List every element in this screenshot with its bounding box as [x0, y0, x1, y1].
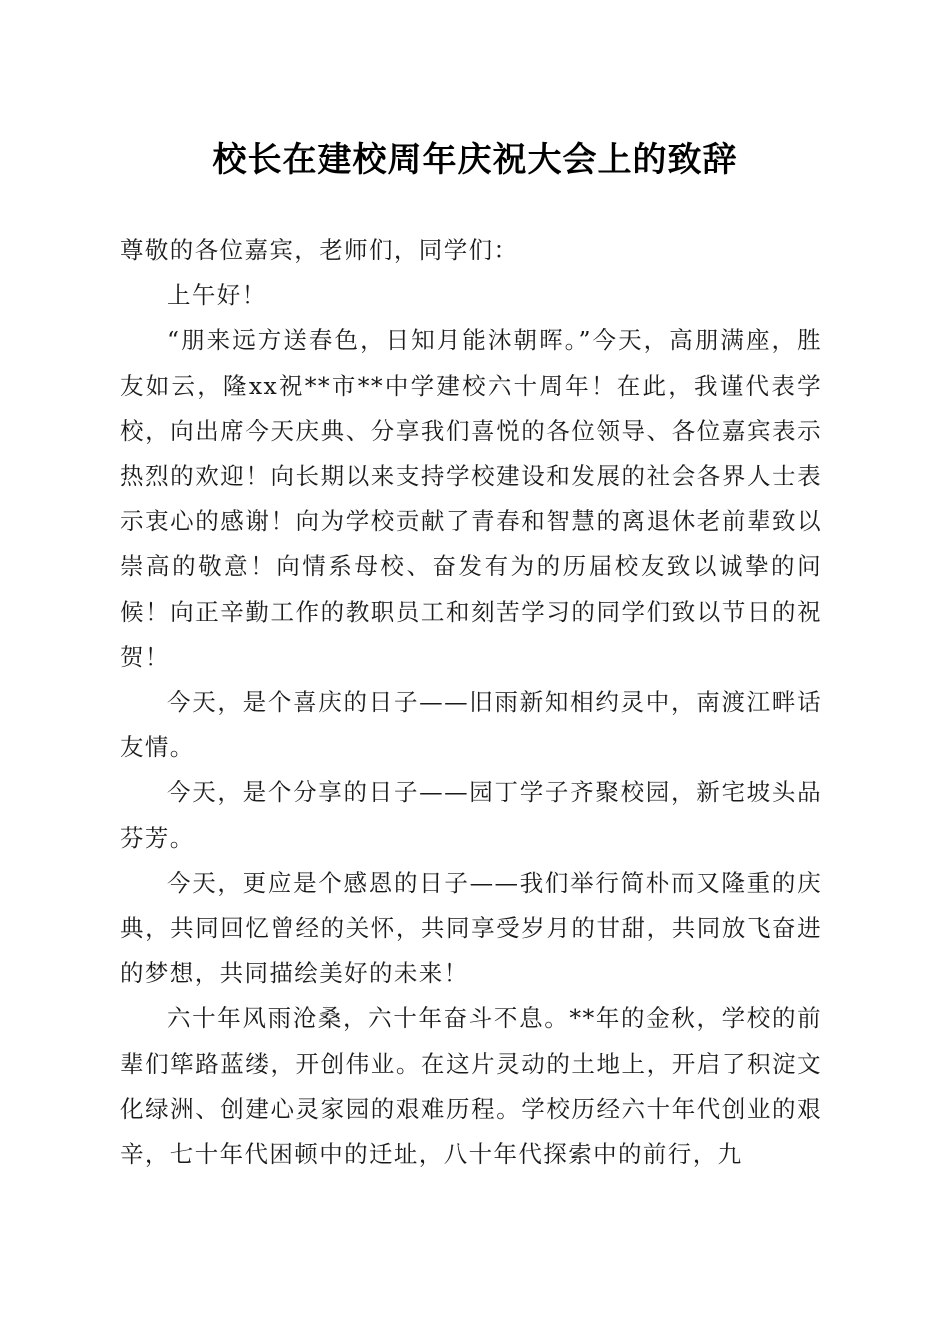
paragraph-joyful-day: 今天，是个喜庆的日子——旧雨新知相约灵中，南渡江畔话友情。: [120, 688, 822, 762]
document-body: [120, 228, 822, 1177]
paragraph-grateful-day: 今天，更应是个感恩的日子——我们举行简朴而又隆重的庆典，共同回忆曾经的关怀，共同享受岁月的甘甜，共同放飞奋进的梦想，共同描绘美好的未来！: [120, 868, 822, 988]
document-title: 校长在建校周年庆祝大会上的致辞: [212, 140, 738, 180]
salutation: 尊敬的各位嘉宾，老师们，同学们：: [120, 236, 519, 264]
paragraph-sharing-day: 今天，是个分享的日子——园丁学子齐聚校园，新宅坡头品芬芳。: [120, 778, 822, 852]
paragraph-greeting: 上午好！: [167, 281, 267, 310]
paragraph-welcome: “朋来远方送春色，日知月能沐朝晖。”今天，高朋满座，胜友如云，隆xx祝**市**中学建校六十周年！在此，我谨代表学校，向出席今天庆典、分享我们喜悦的各位领导、各位嘉宾表示热烈的欢迎！向长期以来支持学校建设和发展的社会各界人士表示衷心的感谢！向为学校贡献了青春和智慧的离退休老前辈致以崇高的敬意！向情系母校、奋发有为的历届校友致以诚挚的问候！向正辛勤工作的教职员工和刻苦学习的同学们致以节日的祝贺！: [120, 326, 822, 671]
paragraph-history: 六十年风雨沧桑，六十年奋斗不息。**年的金秋，学校的前辈们筚路蓝缕，开创伟业。在这片灵动的土地上，开启了积淀文化绿洲、创建心灵家园的艰难历程。学校历经六十年代创业的艰辛，七十年代困顿中的迁址，八十年代探索中的前行，九: [120, 1004, 822, 1169]
